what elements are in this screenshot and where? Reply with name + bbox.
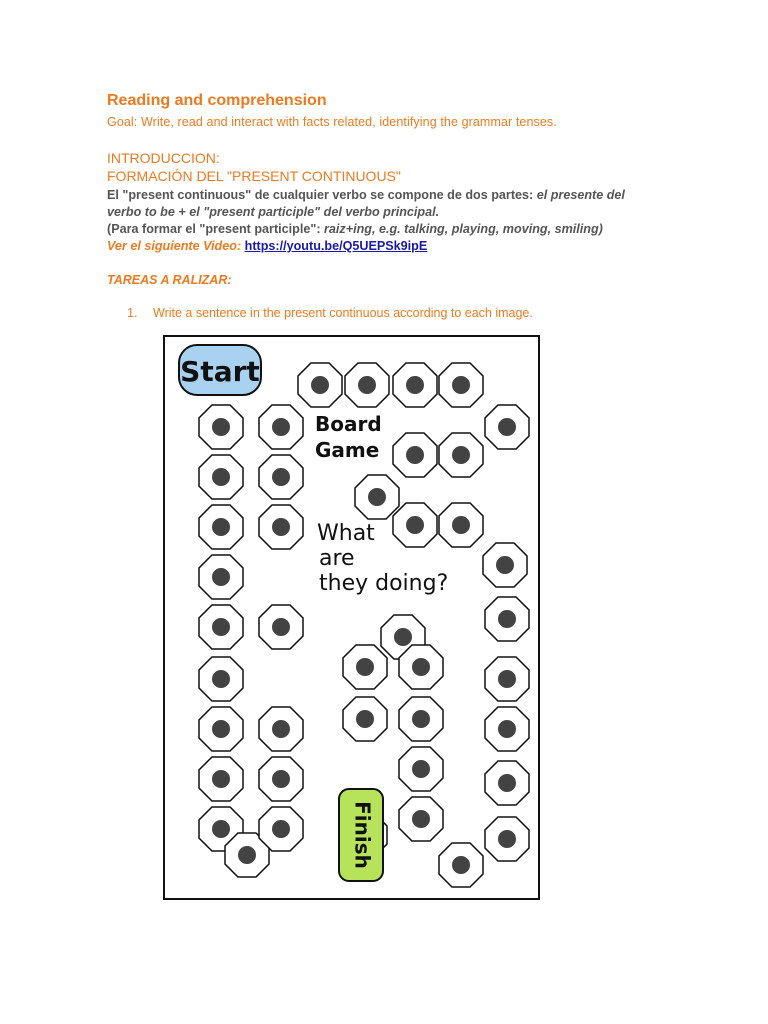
finish-label: Finish	[350, 801, 375, 869]
task-item-1-number: 1.	[127, 306, 138, 320]
airplane-icon	[452, 856, 470, 874]
camera-icon	[212, 770, 230, 788]
skiing-icon	[212, 820, 230, 838]
rollerskating-icon	[406, 376, 424, 394]
start-label: Start	[180, 355, 260, 388]
typing-icon	[272, 418, 290, 436]
explanation-line-3-plain: (Para formar el "present participle":	[107, 222, 325, 236]
crying-baby-icon	[212, 618, 230, 636]
explanation-line-2-italic: verbo to be + el "present participle" del verbo principal.	[107, 205, 440, 219]
board-question-line-3: they doing?	[319, 571, 449, 596]
explanation-line-3-italic: raiz+ing, e.g. talking, playing, moving, smiling)	[324, 222, 603, 236]
gardening-icon	[498, 418, 516, 436]
listening-icon	[498, 720, 516, 738]
ironing-icon	[272, 618, 290, 636]
goal-text: Goal: Write, read and interact with facts related, identifying the grammar tenses.	[107, 115, 557, 129]
sprinting-icon	[272, 820, 290, 838]
explanation-line-1-plain: El "present continuous" de cualquier verbo se compone de dos partes:	[107, 188, 537, 202]
cycling-icon	[452, 446, 470, 464]
skateboard-icon	[412, 658, 430, 676]
weightlifting-icon	[412, 710, 430, 728]
board-game-svg	[165, 337, 538, 898]
train-icon	[412, 760, 430, 778]
intro-heading: INTRODUCCION:	[107, 150, 220, 166]
brushing-teeth-icon	[406, 446, 424, 464]
video-link[interactable]: https://youtu.be/Q5UEPSk9ipE	[244, 239, 428, 253]
sleeping-icon	[496, 556, 514, 574]
board-question-line-1: What	[317, 521, 375, 546]
diving-icon	[356, 710, 374, 728]
shopping-cart-icon	[358, 376, 376, 394]
formacion-heading: FORMACIÓN DEL "PRESENT CONTINUOUS"	[107, 168, 401, 184]
fishing-icon	[452, 376, 470, 394]
laughing-icon	[238, 846, 256, 864]
swimming-icon	[212, 468, 230, 486]
board-game-image	[163, 335, 540, 900]
baseball-icon	[498, 830, 516, 848]
boxing-icon	[272, 770, 290, 788]
explanation-line-3	[107, 222, 603, 236]
explanation-line-1-italic: el presente del	[536, 188, 625, 202]
hockey-icon	[272, 720, 290, 738]
board-question-line-2: are	[319, 546, 355, 571]
horse-riding-icon	[212, 568, 230, 586]
board-title-line-2: Game	[315, 438, 380, 462]
video-line	[107, 239, 427, 253]
drowning-icon	[498, 774, 516, 792]
windsurfing-icon	[311, 376, 329, 394]
board-title-line-1: Board	[315, 412, 382, 436]
fencing-icon	[212, 670, 230, 688]
explanation-line-2	[107, 205, 439, 219]
explanation-line-1	[107, 188, 625, 202]
hang-gliding-icon	[368, 488, 386, 506]
task-item-1	[127, 306, 533, 320]
soccer-ball-icon	[212, 418, 230, 436]
task-item-1-text: Write a sentence in the present continuous according to each image.	[153, 306, 533, 320]
bunny-icon	[272, 468, 290, 486]
rowing-icon	[498, 670, 516, 688]
reading-icon	[406, 516, 424, 534]
watering-icon	[356, 658, 374, 676]
video-label: Ver el siguiente Video:	[107, 239, 245, 253]
swimmer-icon	[394, 628, 412, 646]
elephant-icon	[452, 516, 470, 534]
drinking-juice-icon	[498, 610, 516, 628]
page-title: Reading and comprehension	[107, 92, 327, 109]
birthday-cake-icon	[212, 518, 230, 536]
tasks-heading: TAREAS A RALIZAR:	[107, 273, 232, 287]
talking-icon	[272, 518, 290, 536]
cat-icon	[212, 720, 230, 738]
singing-icon	[412, 810, 430, 828]
